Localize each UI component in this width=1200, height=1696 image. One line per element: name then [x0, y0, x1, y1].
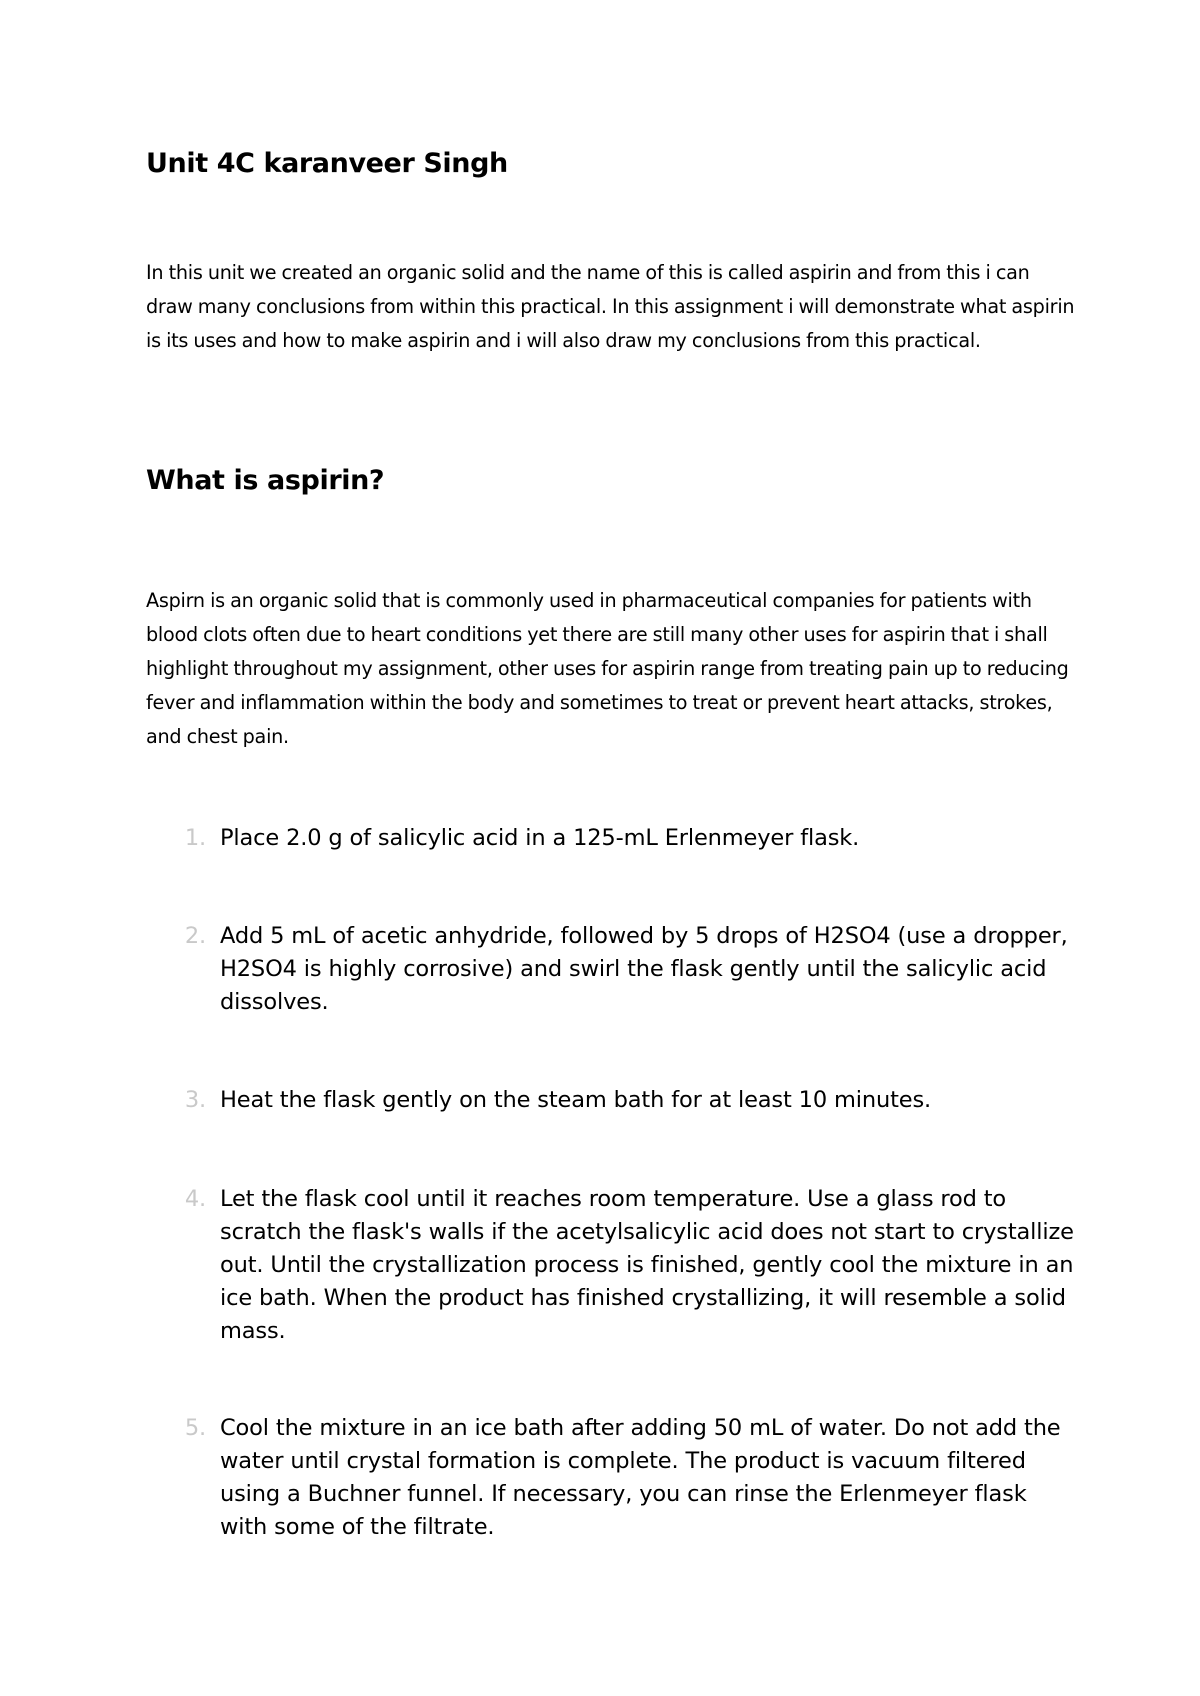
- section-heading: What is aspirin?: [146, 465, 385, 496]
- procedure-step: [180, 1183, 1080, 1348]
- document-title: Unit 4C karanveer Singh: [146, 148, 508, 179]
- step-text: Place 2.0 g of salicylic acid in a 125-mL Erlenmeyer flask.: [220, 825, 860, 851]
- step-number: 1.: [184, 825, 206, 851]
- step-number: 3.: [184, 1087, 206, 1113]
- step-number: 4.: [184, 1186, 206, 1212]
- procedure-step: [180, 920, 1080, 1019]
- description-paragraph: Aspirn is an organic solid that is commonly used in pharmaceutical companies for patients with blood clots often due to heart conditions yet there are still many other uses for aspirin that i shall highlight throughout my assignment, other uses for aspirin range from treating pain up to reducing fever and inflammation within the body and sometimes to treat or prevent heart attacks, strokes, and chest pain.: [146, 589, 1069, 748]
- step-text: Cool the mixture in an ice bath after adding 50 mL of water. Do not add the water until crystal formation is complete. The product is vacuum filtered using a Buchner funnel. If necessary, you can rinse the Erlenmeyer flask with some of the filtrate.: [220, 1415, 1061, 1540]
- intro-paragraph: In this unit we created an organic solid and the name of this is called aspirin and from this i can draw many conclusions from within this practical. In this assignment i will demonstrate what aspirin is its uses and how to make aspirin and i will also draw my conclusions from this practical.: [146, 261, 1075, 352]
- step-text: Add 5 mL of acetic anhydride, followed by 5 drops of H2SO4 (use a dropper, H2SO4 is highly corrosive) and swirl the flask gently until the salicylic acid dissolves.: [220, 923, 1068, 1015]
- procedure-step: [180, 822, 1080, 855]
- procedure-step: [180, 1412, 1080, 1544]
- step-number: 5.: [184, 1415, 206, 1441]
- step-number: 2.: [184, 923, 206, 949]
- procedure-step: [180, 1084, 1080, 1117]
- step-text: Let the flask cool until it reaches room temperature. Use a glass rod to scratch the flask's walls if the acetylsalicylic acid does not start to crystallize out. Until the crystallization process is finished, gently cool the mixture in an ice bath. When the product has finished crystallizing, it will resemble a solid mass.: [220, 1186, 1074, 1344]
- step-text: Heat the flask gently on the steam bath for at least 10 minutes.: [220, 1087, 932, 1113]
